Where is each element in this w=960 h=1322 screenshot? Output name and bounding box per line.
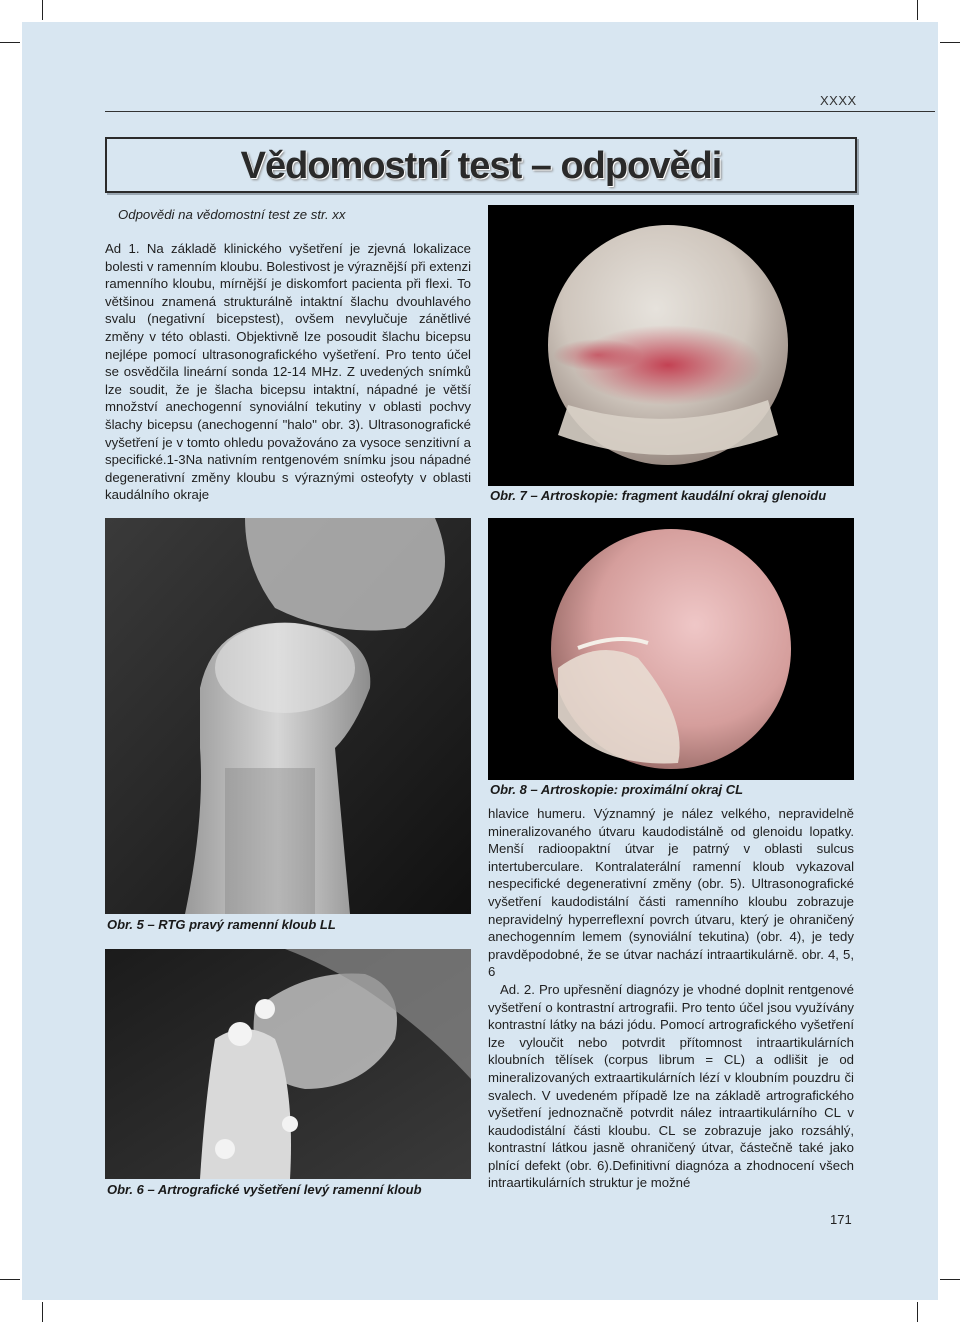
figure-7-image xyxy=(488,205,854,486)
page-title: Vědomostní test – odpovědi xyxy=(240,145,722,187)
arthroscopy-image-7 xyxy=(488,205,854,486)
subtitle: Odpovědi na vědomostní test ze str. xx xyxy=(118,207,346,222)
journal-code: XXXX xyxy=(820,93,857,108)
crop-mark xyxy=(940,42,960,43)
figure-5-image xyxy=(105,518,471,914)
crop-mark xyxy=(940,1279,960,1280)
figure-8-image xyxy=(488,518,854,780)
crop-mark xyxy=(917,0,918,20)
xray-image-5 xyxy=(105,518,471,914)
paragraph: hlavice humeru. Významný je nález velkého, nepravidelně mineralizovaného útvaru kaudodistálně od glenoidu lopatky. Menší radioopaktní útvar je patrný v oblasti sulcus intertuberculare. Kontralaterální ramenní kloub vykazoval nespecifické degenerativní změny (obr. 5). Ultrasonografické vyšetření kaudodistální části ramenního kloubu zobrazuje nepravidelný hyperreflexní povrch útvaru, který je ohraničený anechogenním lemem (synoviální tekutina) (obr. 4), je tedy pravděpodobné, že se útvar nachází intraartikulárně. obr. 4, 5, 6 xyxy=(488,806,854,980)
page-number: 171 xyxy=(830,1212,852,1227)
figure-6-caption: Obr. 6 – Artrografické vyšetření levý ramenní kloub xyxy=(107,1182,422,1197)
paragraph: Ad. 2. Pro upřesnění diagnózy je vhodné doplnit rentgenové vyšetření o kontrastní artrografii. Pro tento účel jsou využívány kontrastní látky na bázi jódu. Pomocí artrografického vyšetření lze vyloučit nebo potvrdit přítomnost intraartikulárních kloubních tělísek (corpus librum = CL) a odlišit je od mineralizovaných extraartikulárních lézí v kloubním pouzdru či svalech. V uvedeném případě lze na základě artrografického vyšetření jednoznačně potvrdit nález intraartikulárního CL v kaudodistální části kloubu. CL se zobrazuje jako rozsáhlý, kontrastní látkou jasně ohraničený útvar, částečně také jako plnící defekt (obr. 6).Definitivní diagnóza a zhodnocení všech intraartikulárních struktur je možné xyxy=(488,981,854,1191)
xray-image-6 xyxy=(105,949,471,1179)
crop-mark xyxy=(0,1279,20,1280)
right-column-text xyxy=(488,805,854,1192)
figure-7-caption: Obr. 7 – Artroskopie: fragment kaudální okraj glenoidu xyxy=(490,488,827,503)
left-column-text xyxy=(105,240,471,504)
figure-5-caption: Obr. 5 – RTG pravý ramenní kloub LL xyxy=(107,917,336,932)
figure-8-caption: Obr. 8 – Artroskopie: proximální okraj CL xyxy=(490,782,744,797)
crop-mark xyxy=(0,42,20,43)
crop-mark xyxy=(42,1302,43,1322)
figure-6-image xyxy=(105,949,471,1179)
arthroscopy-image-8 xyxy=(488,518,854,780)
crop-mark xyxy=(917,1302,918,1322)
header-rule xyxy=(105,111,935,112)
title-box xyxy=(105,137,857,193)
crop-mark xyxy=(42,0,43,20)
paragraph: Ad 1. Na základě klinického vyšetření je zjevná lokalizace bolesti v ramenním kloubu. Bolestivost je výraznější při extenzi ramenního kloubu, mírnější je diskomfort pacienta při flexi. To většinou znamená strukturálně intaktní šlachu dvouhlavého svalu (negativní bicepstest), ovšem nevylučuje zánětlivé změny v této oblasti. Objektivně lze posoudit šlachu bicepsu nejlépe pomocí ultrasonografického vyšetření. Pro tento účel se osvědčila lineární sonda 12-14 MHz. Z uvedených snímků lze soudit, že je šlacha bicepsu intaktní, nápadné je větší množství anechogenní synoviální tekutiny v oblasti pochvy šlachy bicepsu (anechogenní "halo" obr. 3). Ultrasonografické vyšetření je v tomto ohledu považováno za vysoce senzitivní a specifické.1-3Na nativním rentgenovém snímku jsou nápadné degenerativní změny kloubu s výraznými osteofyty v oblasti kaudálního okraje xyxy=(105,241,471,503)
